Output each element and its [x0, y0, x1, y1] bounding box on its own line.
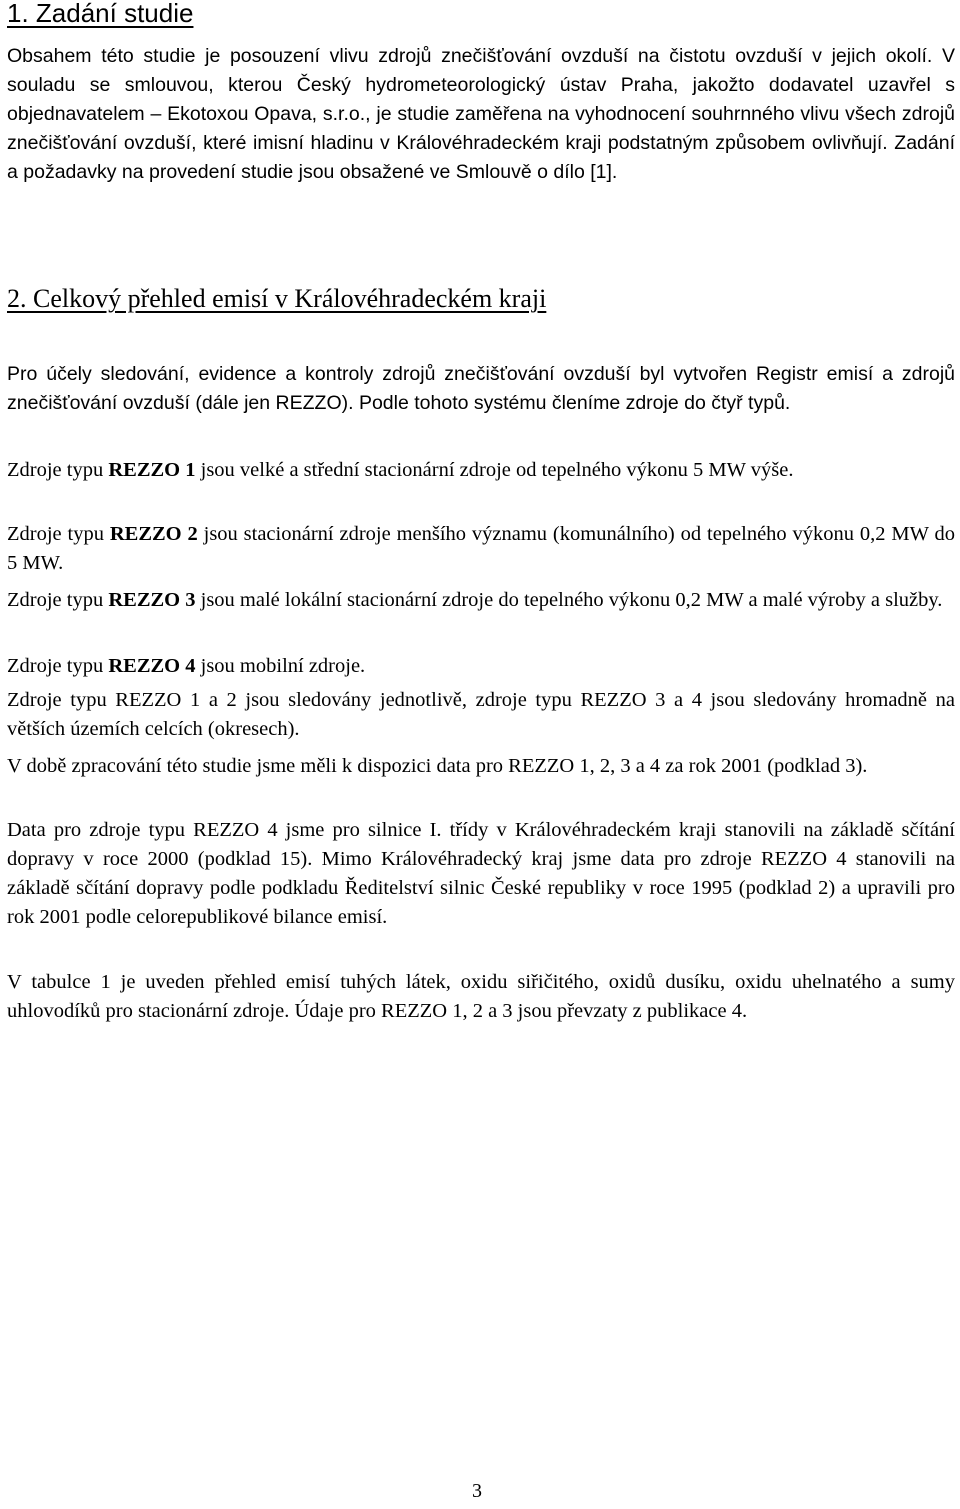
- page-number: 3: [472, 1480, 482, 1502]
- rezzo-4-prefix: Zdroje typu: [7, 655, 109, 677]
- rezzo-2-label: REZZO 2: [109, 523, 198, 545]
- rezzo-2-prefix: Zdroje typu: [7, 523, 110, 545]
- rezzo-1-prefix: Zdroje typu: [7, 459, 109, 481]
- section-1-heading: 1. Zadání studie: [7, 0, 194, 28]
- rezzo-1-paragraph: [7, 456, 955, 485]
- rezzo-1-label: REZZO 1: [108, 459, 196, 481]
- rezzo-4-data-paragraph: Data pro zdroje typu REZZO 4 jsme pro silnice I. třídy v Královéhradeckém kraji stanovili na základě sčítání dopravy v roce 2000 (podklad 15). Mimo Královéhradecký kraj jsme data pro zdroje REZZO 4 stanovili na základě sčítání dopravy podle podkladu Ředitelství silnic České republiky v roce 1995 (podklad 2) a upravili pro rok 2001 podle celorepublikové bilance emisí.: [7, 819, 955, 928]
- rezzo-3-paragraph: [7, 586, 955, 615]
- rezzo-1-text: jsou velké a střední stacionární zdroje od tepelného výkonu 5 MW výše.: [195, 459, 794, 481]
- section-2-heading: 2. Celkový přehled emisí v Královéhradeckém kraji: [7, 284, 547, 313]
- data-availability-paragraph: V době zpracování této studie jsme měli k dispozici data pro REZZO 1, 2, 3 a 4 za rok 2001 (podklad 3).: [7, 755, 868, 777]
- rezzo-2-paragraph: [7, 520, 955, 578]
- rezzo-4-text: jsou mobilní zdroje.: [195, 655, 366, 677]
- rezzo-intro-paragraph: Pro účely sledování, evidence a kontroly zdrojů znečišťování ovzduší byl vytvořen Registr emisí a zdrojů znečišťování ovzduší (dále jen REZZO). Podle tohoto systému členíme zdroje do čtyř typů.: [7, 363, 955, 414]
- rezzo-tracking-paragraph: Zdroje typu REZZO 1 a 2 jsou sledovány jednotlivě, zdroje typu REZZO 3 a 4 jsou sledovány hromadně na větších územích celcích (okresech).: [7, 689, 955, 740]
- rezzo-2-text: jsou stacionární zdroje menšího významu (komunálního) od tepelného výkonu 0,2 MW do 5 MW.: [7, 523, 956, 574]
- rezzo-3-text: jsou malé lokální stacionární zdroje do tepelného výkonu 0,2 MW a malé výroby a služby.: [195, 589, 943, 611]
- rezzo-3-label: REZZO 3: [108, 589, 196, 611]
- table-note-paragraph: V tabulce 1 je uveden přehled emisí tuhých látek, oxidu siřičitého, oxidů dusíku, oxidu uhelnatého a sumy uhlovodíků pro stacionární zdroje. Údaje pro REZZO 1, 2 a 3 jsou převzaty z publikace 4.: [7, 971, 955, 1022]
- rezzo-3-prefix: Zdroje typu: [7, 589, 109, 611]
- rezzo-4-label: REZZO 4: [108, 655, 196, 677]
- rezzo-4-paragraph: [7, 652, 955, 681]
- section-1-paragraph: Obsahem této studie je posouzení vlivu zdrojů znečišťování ovzduší na čistotu ovzduší v jejich okolí. V souladu se smlouvou, kterou Český hydrometeorologický ústav Praha, jakožto dodavatel uzavřel s objednavatelem – Ekotoxou Opava, s.r.o., je studie zaměřena na vyhodnocení souhrnného vlivu všech zdrojů znečišťování ovzduší, které imisní hladinu v Královéhradeckém kraji podstatným způsobem ovlivňují. Zadání a požadavky na provedení studie jsou obsažené ve Smlouvě o dílo [1].: [7, 45, 955, 183]
